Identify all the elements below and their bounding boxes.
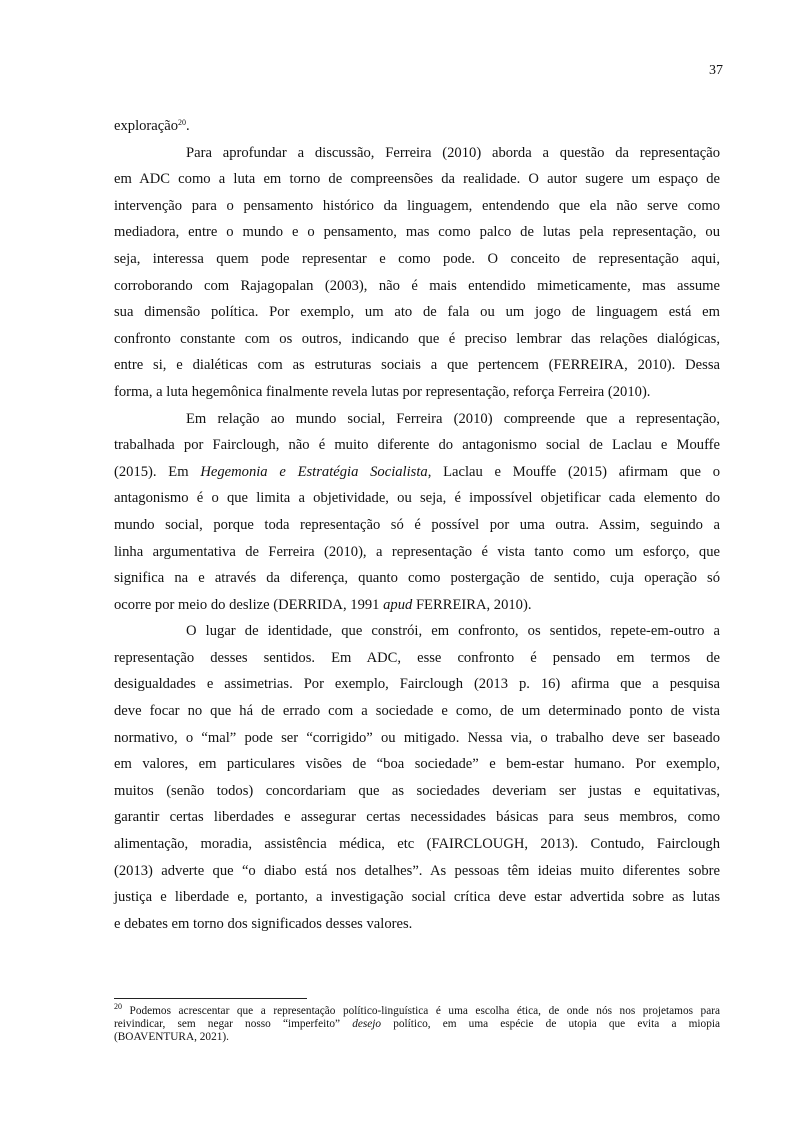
text-line: (2013) adverte que “o diabo está nos detalhes”. As pessoas têm ideias muito diferentes sobre [114,862,720,879]
text-line: trabalhada por Fairclough, não é muito diferente do antagonismo social de Laclau e Mouffe [114,437,720,454]
text-line: garantir certas liberdades e assegurar certas necessidades básicas para seus membros, como [114,809,720,826]
footnote-line: $^{20}$ Podemos acrescentar que a representação político-linguística é uma escolha ética, de onde nós nos projetamos para [114,1002,720,1017]
text-line: significa na e através da diferença, quanto como postergação de sentido, cuja operação só [114,570,720,587]
footnote [114,1002,720,1045]
text-line: em ADC como a luta em torno de compreensões da realidade. O autor sugere um espaço de [114,171,720,188]
text-line: linha argumentativa de Ferreira (2010), a representação é vista tanto como um esforço, que [114,543,720,560]
text-line: (2015). Em Hegemonia e Estratégia Socialista, Laclau e Mouffe (2015) afirmam que o [114,463,720,480]
body-text [114,113,720,937]
italic-term: desejo [352,1018,382,1031]
text-line: entre si, e dialéticas com as estruturas sociais a que pertencem (FERREIRA, 2010). Dessa [114,357,720,374]
text-line: normativo, o “mal” pode ser “corrigido” ou mitigado. Nessa via, o trabalho deve ser baseado [114,729,720,746]
text-line: em valores, em particulares visões de “boa sociedade” e bem-estar humano. Por exemplo, [114,756,720,773]
footnote-marker: 20 [114,1002,122,1011]
page-number: 37 [709,63,723,78]
text-line: ocorre por meio do deslize (DERRIDA, 1991 apud FERREIRA, 2010). [114,596,532,613]
text-line: sua dimensão política. Por exemplo, um ato de fala ou um jogo de linguagem está em [114,304,720,321]
text-line: representação desses sentidos. Em ADC, esse confronto é pensado em termos de [114,649,720,666]
text-line: mundo social, porque toda representação só é possível por uma outra. Assim, seguindo a [114,516,720,533]
footnote-ref[interactable]: 20 [178,118,187,127]
text-line: justiça e liberdade e, portanto, a investigação social crítica deve estar advertida sobre as lutas [114,889,720,906]
text-line: antagonismo é o que limita a objetividade, ou seja, é impossível objetificar cada elemento do [114,490,720,507]
text-line: desigualdades e assimetrias. Por exemplo, Fairclough (2013 p. 16) afirma que a pesquisa [114,676,720,693]
paragraph-start: Para aprofundar a discussão, Ferreira (2010) aborda a questão da representação [186,144,720,161]
footnote-separator [114,998,307,999]
italic-term: apud [383,596,413,613]
text-line: corroborando com Rajagopalan (2003), não é mais entendido mimeticamente, mas assume [114,277,720,294]
paragraph-start: O lugar de identidade, que constrói, em confronto, os sentidos, repete-em-outro a [186,623,720,640]
text-line: mediadora, entre o mundo e o pensamento, mas como palco de lutas pela representação, ou [114,224,720,241]
text-line: seja, interessa quem pode representar e como pode. O conceito de representação aqui, [114,250,720,267]
text-line: forma, a luta hegemônica finalmente revela lutas por representação, reforça Ferreira (2010). [114,383,651,400]
text-line: intervenção para o pensamento histórico da linguagem, entendendo que ela não serve como [114,197,720,214]
paragraph-start: Em relação ao mundo social, Ferreira (2010) compreende que a representação, [186,410,720,427]
text-line: confronto constante com os outros, indicando que é preciso lembrar das relações dialógicas, [114,330,720,347]
text-line: deve focar no que há de errado com a sociedade e como, de um determinado ponto de vista [114,703,720,720]
book-title: Hegemonia e Estratégia Socialista [200,463,428,480]
text-line: muitos (senão todos) concordariam que as sociedades deveriam ser justas e equitativas, [114,782,720,799]
text-line: alimentação, moradia, assistência médica, etc (FAIRCLOUGH, 2013). Contudo, Fairclough [114,836,720,853]
footnote-line: reivindicar, sem negar nosso “imperfeito” desejo político, em uma espécie de utopia que evita a miopia [114,1018,720,1031]
footnote-line: (BOAVENTURA, 2021). [114,1031,229,1044]
text-line: exploração$^{20}$. [114,118,190,134]
text-line: e debates em torno dos significados desses valores. [114,915,413,932]
